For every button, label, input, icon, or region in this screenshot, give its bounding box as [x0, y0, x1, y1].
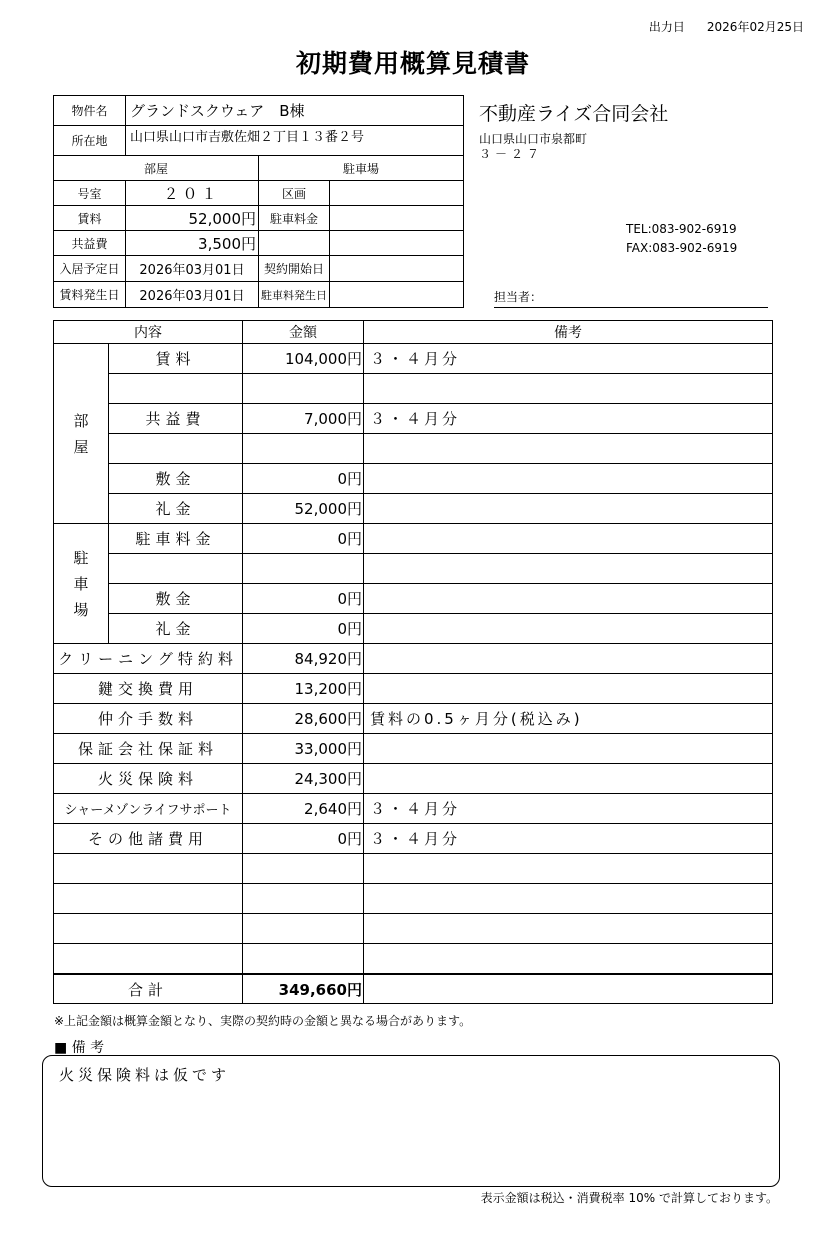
item-amount: [243, 434, 364, 464]
item-note: [364, 674, 773, 704]
item-amount: 7,000円: [243, 404, 364, 434]
table-row: [54, 704, 773, 734]
parking-header: 駐車場: [259, 156, 464, 181]
item-label: 礼金: [109, 614, 243, 644]
parking-fee-label: 駐車料金: [259, 206, 330, 231]
company-address: [479, 132, 587, 162]
table-row: [54, 944, 773, 975]
movein-date: 2026年03月01日: [126, 256, 259, 282]
item-amount: 84,920円: [243, 644, 364, 674]
item-note: [364, 644, 773, 674]
parking-start-value: [330, 282, 464, 308]
header-note: 備考: [364, 321, 773, 344]
item-note: ３・４月分: [364, 794, 773, 824]
item-label: クリーニング特約料: [54, 644, 243, 674]
table-row: [54, 854, 773, 884]
item-note: [364, 584, 773, 614]
item-note: 賃料の0.5ヶ月分(税込み): [364, 704, 773, 734]
item-amount: 24,300円: [243, 764, 364, 794]
blank-cell: [330, 231, 464, 256]
company-address-line1: 山口県山口市泉都町: [479, 132, 588, 146]
table-row: [54, 494, 773, 524]
item-note: [364, 884, 773, 914]
common-fee-label: 共益費: [54, 231, 126, 256]
item-label: [54, 944, 243, 975]
table-row: [54, 554, 773, 584]
total-label: 合計: [54, 974, 243, 1004]
item-note: [364, 524, 773, 554]
property-address: 山口県山口市吉敷佐畑２丁目１３番２号: [126, 126, 464, 156]
table-row: [54, 914, 773, 944]
disclaimer: ※上記金額は概算金額となり、実際の契約時の金額と異なる場合があります。: [54, 1014, 472, 1028]
item-label: 賃料: [109, 344, 243, 374]
output-date: [627, 18, 804, 35]
item-note: [364, 944, 773, 975]
remarks-heading: ■ 備 考: [54, 1040, 105, 1056]
room-group-label: 部 屋: [54, 344, 109, 524]
item-note: ３・４月分: [364, 404, 773, 434]
property-info-table: [53, 95, 464, 308]
section-label: 区画: [259, 181, 330, 206]
table-row: [54, 674, 773, 704]
rent-start-date: 2026年03月01日: [126, 282, 259, 308]
room-no-label: 号室: [54, 181, 126, 206]
item-amount: [243, 374, 364, 404]
item-amount: [243, 914, 364, 944]
table-row: [54, 524, 773, 554]
item-label: [109, 434, 243, 464]
item-note: [364, 914, 773, 944]
company-name: 不動産ライズ合同会社: [479, 103, 669, 125]
table-row: [54, 824, 773, 854]
parking-start-label: 駐車料発生日: [259, 282, 330, 308]
page-title: 初期費用概算見積書: [295, 49, 530, 78]
remarks-box: [42, 1055, 780, 1187]
item-label: 礼金: [109, 494, 243, 524]
item-label: 駐車料金: [109, 524, 243, 554]
table-row: [54, 434, 773, 464]
item-label: その他諸費用: [54, 824, 243, 854]
rent-label: 賃料: [54, 206, 126, 231]
total-note: [364, 974, 773, 1004]
table-row: [54, 644, 773, 674]
item-note: [364, 764, 773, 794]
table-row: [54, 374, 773, 404]
item-label: [54, 884, 243, 914]
common-fee-value: 3,500円: [126, 231, 259, 256]
item-amount: 0円: [243, 524, 364, 554]
company-address-line2: ３－２７: [479, 147, 544, 161]
item-note: [364, 854, 773, 884]
item-amount: 2,640円: [243, 794, 364, 824]
tax-footnote: 表示金額は税込・消費税率 10% で計算しております。: [480, 1191, 778, 1205]
table-row: [54, 884, 773, 914]
table-row: [54, 614, 773, 644]
item-amount: [243, 884, 364, 914]
item-note: ３・４月分: [364, 824, 773, 854]
item-amount: [243, 944, 364, 975]
header-amount: 金額: [243, 321, 364, 344]
total-amount: 349,660円: [243, 974, 364, 1004]
company-fax: FAX:083-902-6919: [626, 241, 738, 255]
parking-group-label: 駐 車 場: [54, 524, 109, 644]
item-label: 敷金: [109, 584, 243, 614]
item-note: [364, 434, 773, 464]
staff-field: [494, 288, 768, 308]
table-row: [54, 794, 773, 824]
item-amount: [243, 854, 364, 884]
item-label: 共益費: [109, 404, 243, 434]
section-value: [330, 181, 464, 206]
item-label: 仲介手数料: [54, 704, 243, 734]
item-label: 火災保険料: [54, 764, 243, 794]
item-amount: 52,000円: [243, 494, 364, 524]
item-label: 鍵交換費用: [54, 674, 243, 704]
item-label: 保証会社保証料: [54, 734, 243, 764]
table-row: [54, 404, 773, 434]
blank-cell: [259, 231, 330, 256]
item-amount: 33,000円: [243, 734, 364, 764]
total-row: [54, 974, 773, 1004]
company-tel: TEL:083-902-6919: [626, 222, 737, 236]
item-note: [364, 464, 773, 494]
item-label: シャーメゾンライフサポート: [54, 794, 243, 824]
item-amount: 13,200円: [243, 674, 364, 704]
item-amount: 28,600円: [243, 704, 364, 734]
item-amount: 0円: [243, 824, 364, 854]
table-row: [54, 764, 773, 794]
movein-label: 入居予定日: [54, 256, 126, 282]
header-content: 内容: [54, 321, 243, 344]
company-contact: [626, 220, 737, 258]
table-row: [54, 344, 773, 374]
item-amount: 0円: [243, 464, 364, 494]
contract-start-value: [330, 256, 464, 282]
item-amount: 104,000円: [243, 344, 364, 374]
cost-table: [53, 320, 773, 1004]
table-row: [54, 584, 773, 614]
rent-value: 52,000円: [126, 206, 259, 231]
item-label: [109, 554, 243, 584]
contract-start-label: 契約開始日: [259, 256, 330, 282]
room-header: 部屋: [54, 156, 259, 181]
remarks-text: 火災保険料は仮です: [59, 1066, 231, 1084]
item-note: [364, 614, 773, 644]
item-label: 敷金: [109, 464, 243, 494]
address-label: 所在地: [54, 126, 126, 156]
item-amount: 0円: [243, 584, 364, 614]
item-note: [364, 374, 773, 404]
table-row: [54, 734, 773, 764]
item-label: [54, 914, 243, 944]
item-note: [364, 494, 773, 524]
item-amount: [243, 554, 364, 584]
item-note: [364, 734, 773, 764]
item-amount: 0円: [243, 614, 364, 644]
parking-fee-value: [330, 206, 464, 231]
output-date-label: 出力日: [648, 20, 685, 34]
item-note: ３・４月分: [364, 344, 773, 374]
staff-label: 担当者：: [494, 290, 543, 304]
item-note: [364, 554, 773, 584]
item-label: [54, 854, 243, 884]
rent-start-label: 賃料発生日: [54, 282, 126, 308]
property-name: グランドスクウェア B棟: [126, 96, 464, 126]
table-row: [54, 464, 773, 494]
output-date-value: 2026年02月25日: [706, 20, 804, 34]
room-no: ２０１: [126, 181, 259, 206]
property-name-label: 物件名: [54, 96, 126, 126]
item-label: [109, 374, 243, 404]
